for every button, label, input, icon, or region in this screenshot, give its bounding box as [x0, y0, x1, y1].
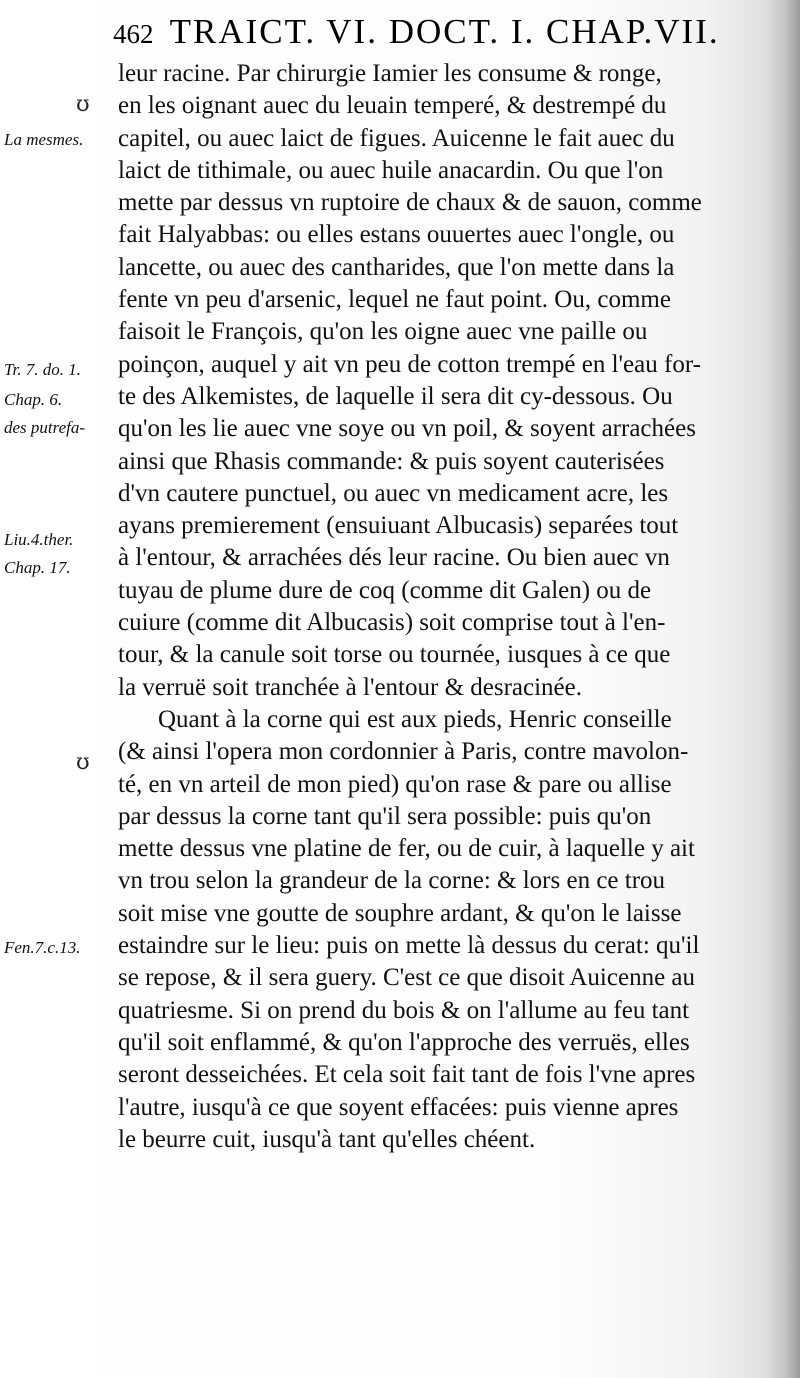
text-line: qu'il soit enflammé, & qu'on l'approche des verruës, elles [118, 1028, 690, 1056]
text-line: l'autre, iusqu'à ce que soyent effacées: puis vienne apres [118, 1093, 679, 1121]
paragraph-start-line: Quant à la corne qui est aux pieds, Henric conseille [158, 705, 672, 733]
text-line: estaindre sur le lieu: puis on mette là dessus du cerat: qu'il [118, 932, 700, 960]
text-line: tour, & la canule soit torse ou tournée, iusques à ce que [118, 641, 671, 669]
text-line: lancette, ou auec des cantharides, que l'on mette dans la [118, 253, 675, 281]
marginal-symbol-1: ʊ [76, 92, 90, 117]
text-line: qu'on les lie auec vne soye ou vn poil, & soyent arrachées [118, 415, 696, 443]
margin-note: Chap. 17. [4, 558, 71, 577]
text-line: mette par dessus vn ruptoire de chaux & de sauon, comme [118, 189, 702, 217]
text-line: ainsi que Rhasis commande: & puis soyent cauterisées [118, 447, 665, 475]
text-line: cuiure (comme dit Albucasis) soit comprise tout à l'en- [118, 609, 666, 637]
running-title: TRAICT. VI. DOCT. I. CHAP.VII. [169, 12, 720, 51]
text-line: en les oignant auec du leuain temperé, & destrempé du [118, 92, 667, 120]
margin-note: La mesmes. [4, 130, 84, 149]
marginal-symbol-2: ʊ [76, 750, 90, 775]
text-line: mette dessus vne platine de fer, ou de cuir, à laquelle y ait [118, 835, 695, 863]
body-text [118, 58, 768, 1156]
page-number: 462 [113, 19, 154, 49]
text-line: le beurre cuit, iusqu'à tant qu'elles chéent. [118, 1125, 536, 1153]
margin-note: des putrefa- [4, 418, 86, 437]
text-line: par dessus la corne tant qu'il sera possible: puis qu'on [118, 802, 652, 830]
text-line: ayans premierement (ensuiuant Albucasis) separées tout [118, 512, 679, 540]
text-line: se repose, & il sera guery. C'est ce que disoit Auicenne au [118, 964, 696, 992]
text-line: fait Halyabbas: ou elles estans ouuertes auec l'ongle, ou [118, 221, 675, 249]
margin-note: Liu.4.ther. [4, 530, 74, 549]
margin-note: Fen.7.c.13. [4, 938, 81, 957]
text-line: vn trou selon la grandeur de la corne: & lors en ce trou [118, 867, 666, 895]
running-header [113, 12, 793, 52]
text-line: poinçon, auquel y ait vn peu de cotton trempé en l'eau for- [118, 350, 701, 378]
margin-notes [0, 0, 118, 1378]
text-line: laict de tithimale, ou auec huile anacardin. Ou que l'on [118, 156, 664, 184]
margin-note: Chap. 6. [4, 390, 63, 409]
text-line: seront desseichées. Et cela soit fait tant de fois l'vne apres [118, 1061, 696, 1089]
page-edge-shadow [764, 0, 800, 1378]
text-line: té, en vn arteil de mon pied) qu'on rase & pare ou allise [118, 770, 672, 798]
text-line: faisoit le François, qu'on les oigne auec vne paille ou [118, 318, 648, 346]
text-line: quatriesme. Si on prend du bois & on l'allume au feu tant [118, 996, 690, 1024]
text-line: (& ainsi l'opera mon cordonnier à Paris, contre mavolon- [118, 738, 689, 766]
text-line: d'vn cautere punctuel, ou auec vn medicament acre, les [118, 479, 669, 507]
text-line: soit mise vne goutte de souphre ardant, & qu'on le laisse [118, 899, 682, 927]
text-line: à l'entour, & arrachées dés leur racine. Ou bien auec vn [118, 544, 670, 572]
margin-note: Tr. 7. do. 1. [4, 360, 81, 379]
text-line: fente vn peu d'arsenic, lequel ne faut point. Ou, comme [118, 286, 671, 314]
text-line: te des Alkemistes, de laquelle il sera dit cy-dessous. Ou [118, 382, 673, 410]
text-line: la verruë soit tranchée à l'entour & desracinée. [118, 673, 583, 701]
text-line: tuyau de plume dure de coq (comme dit Galen) ou de [118, 576, 652, 604]
text-line: capitel, ou auec laict de figues. Auicenne le fait auec du [118, 124, 675, 152]
text-line: leur racine. Par chirurgie Iamier les consume & ronge, [118, 60, 662, 87]
